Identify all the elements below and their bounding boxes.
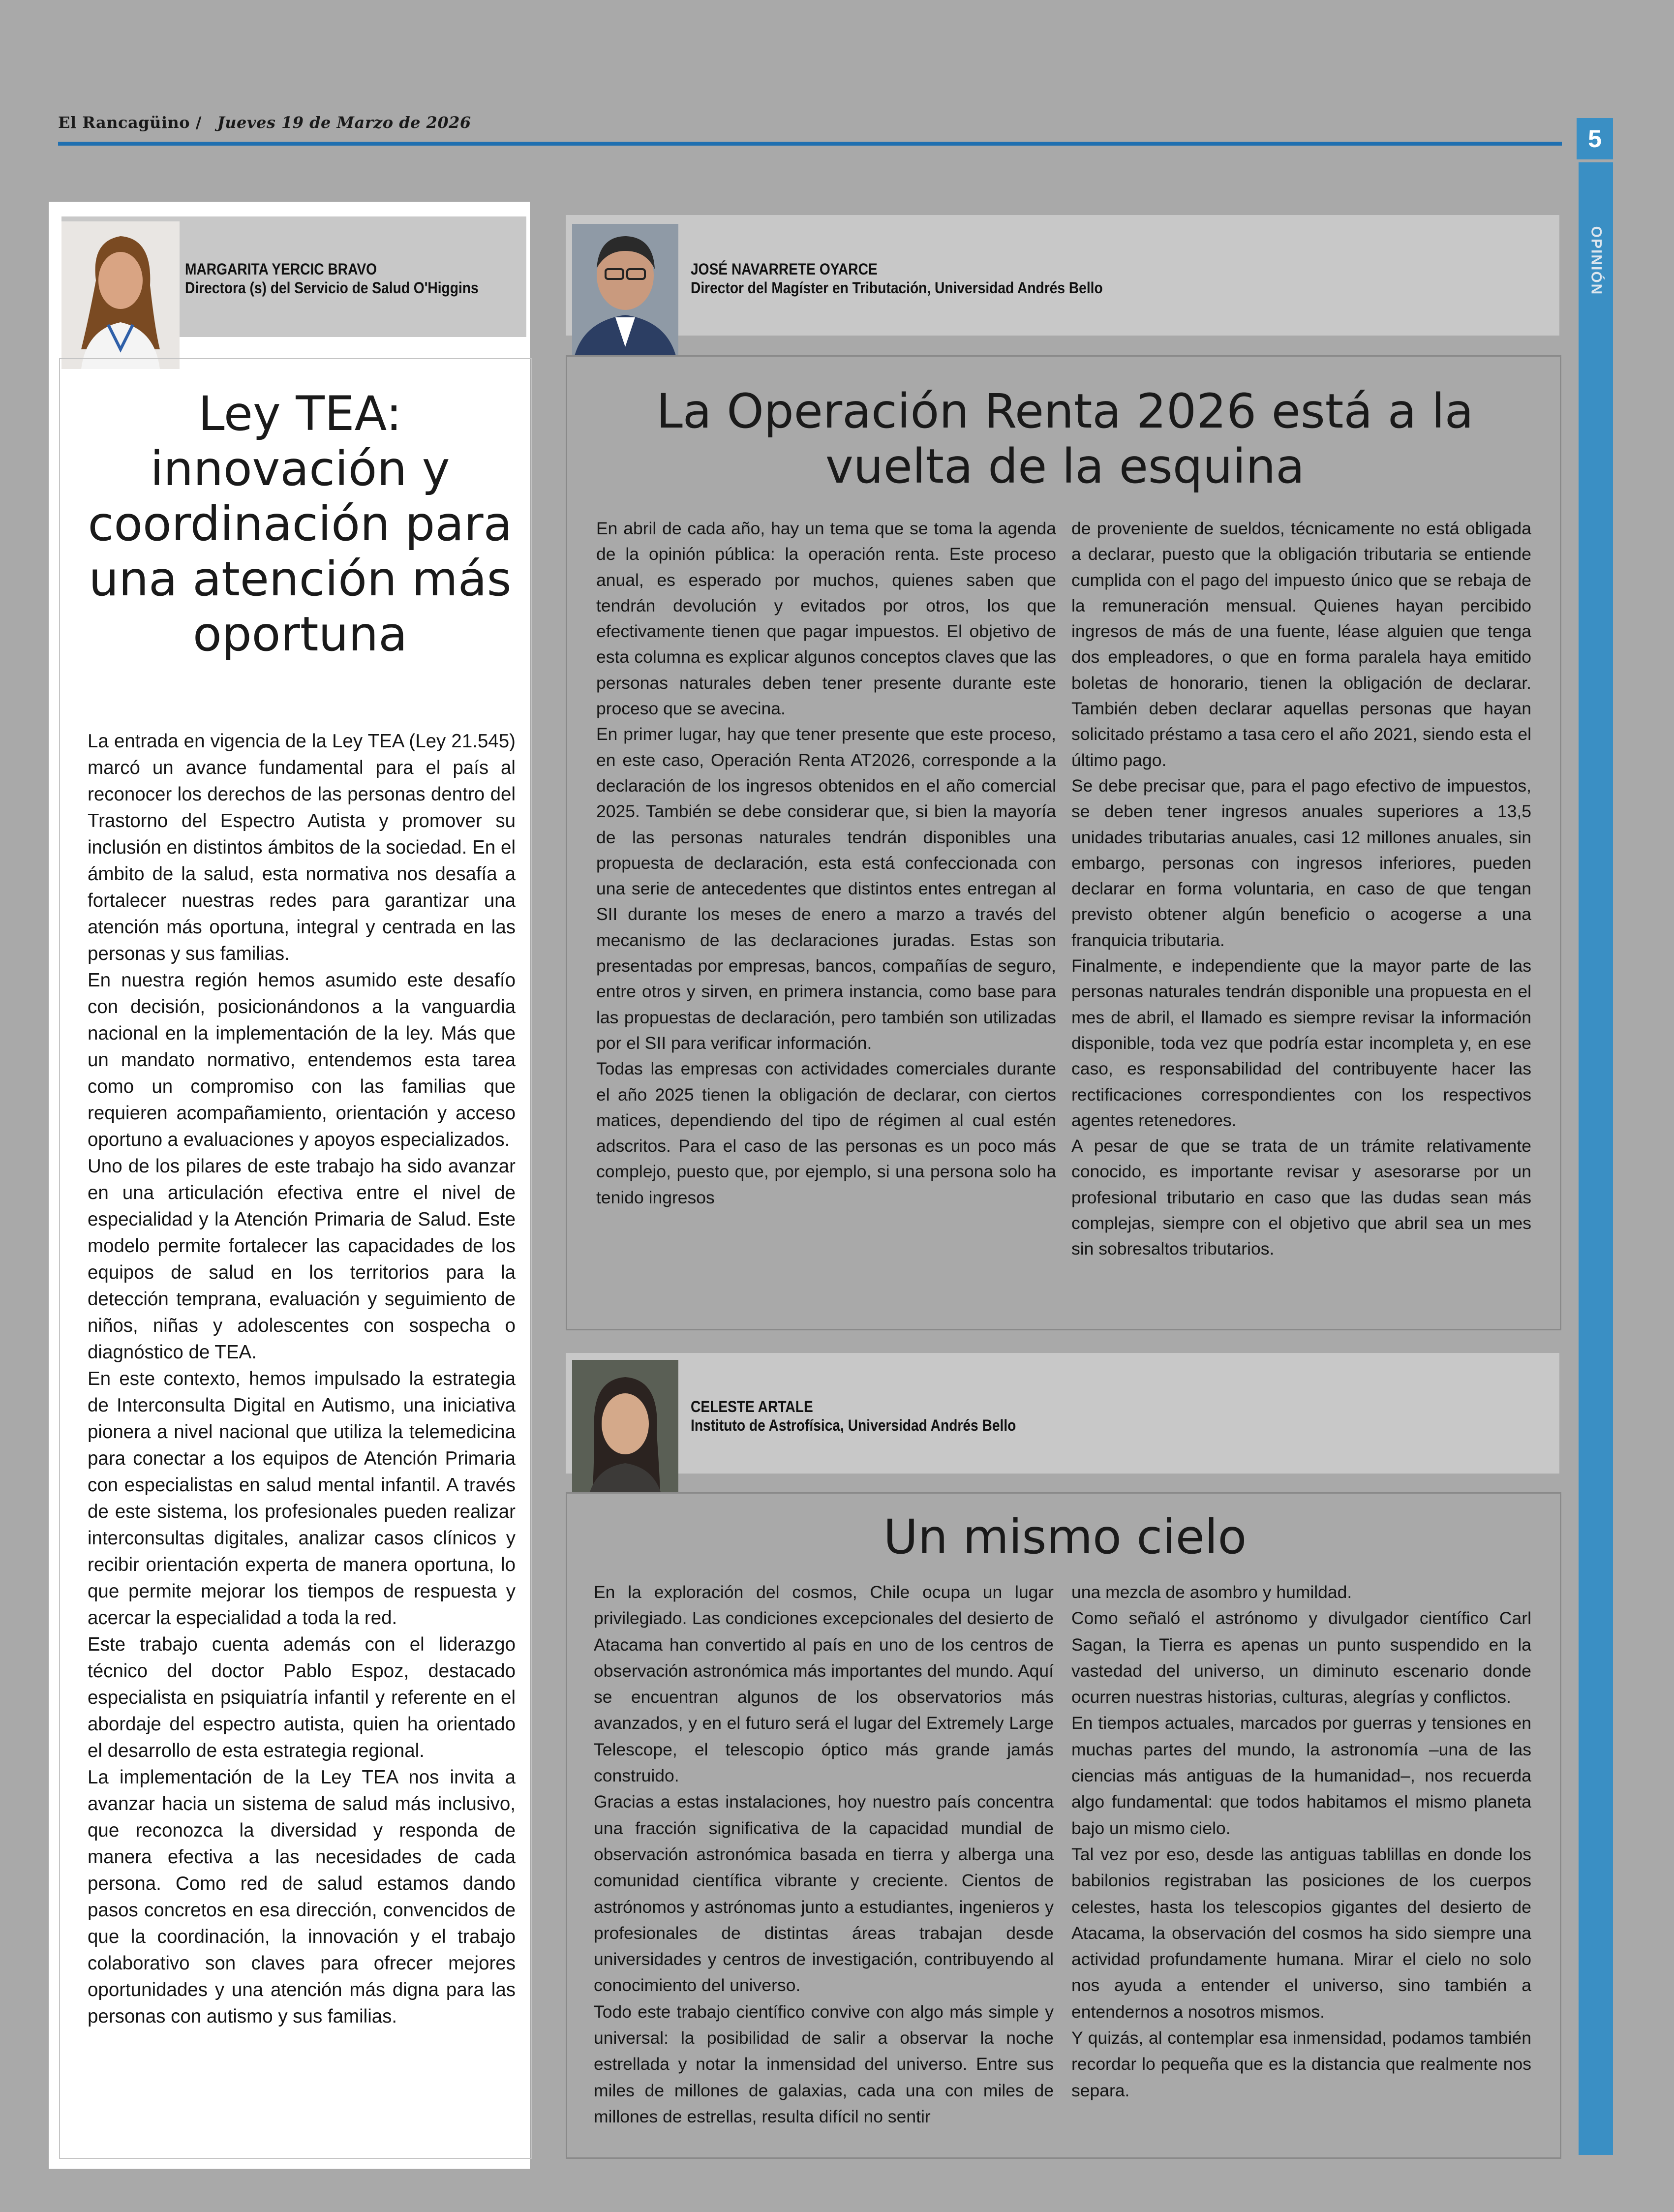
author-role-2: Director del Magíster en Tributación, Universidad Andrés Bello <box>691 279 1103 297</box>
paragraph: una mezcla de asombro y humildad. <box>1071 1582 1352 1602</box>
section-name: OPINIÓN <box>1588 226 1604 296</box>
paragraph: Finalmente, e independiente que la mayor parte de las personas naturales tendrán disponible una propuesta en el mes de abril, el llamado es siempre revisar la información disponible, toda vez que podría estar incompleta y, en ese caso, es responsabilidad del contribuyente hacer las rectificaciones correspondientes con los respectivos agentes retenedores. <box>1071 956 1531 1130</box>
author-name-1: MARGARITA YERCIC BRAVO <box>185 260 377 278</box>
section-label <box>1579 212 1613 310</box>
paragraph: En tiempos actuales, marcados por guerras y tensiones en muchas partes del mundo, la astronomía –una de las ciencias más antiguas de la humanidad–, nos recuerda algo fundamental: que todos habitamos el mismo planeta bajo un mismo cielo. <box>1071 1713 1531 1838</box>
paragraph: Se debe precisar que, para el pago efectivo de impuestos, se deben tener ingresos anuales superiores a 13,5 unidades tributarias anuales, casi 12 millones anuales, sin embargo, personas con ingresos inferiores, pueden declarar en forma voluntaria, en caso de que tengan previsto obtener algún beneficio o acogerse a una franquicia tributaria. <box>1071 775 1531 950</box>
article-title-1: Ley TEA: innovación y coordinación para una atención más oportuna <box>88 386 513 662</box>
paragraph: En primer lugar, hay que tener presente que este proceso, en este caso, Operación Renta AT2026, corresponde a la declaración de los ingresos obtenidos en el año comercial 2025. También se debe considerar que, si bien la mayoría de las personas naturales tendrán disponibles una propuesta de declaración, esta está confeccionada con una serie de antecedentes que distintos entes entregan al SII durante los meses de enero a marzo a través del mecanismo de las declaraciones juradas. Estas son presentadas por empresas, bancos, compañías de seguro, entre otros y sirven, en primera instancia, como base para las propuestas de declaración, pero también son utilizadas por el SII para verificar información. <box>596 724 1056 1053</box>
author-photo-1 <box>61 221 180 369</box>
paragraph: Uno de los pilares de este trabajo ha sido avanzar en una articulación efectiva entre el nivel de especialidad y la Atención Primaria de Salud. Este modelo permite fortalecer las capacidades de los equipos de salud en los territorios para la detección temprana, evaluación y seguimiento de niños, niñas y adolescentes con sospecha o diagnóstico de TEA. <box>88 1156 516 1363</box>
author-byline-3 <box>691 1397 1061 1435</box>
author-portrait-2 <box>572 224 678 369</box>
paragraph: A pesar de que se trata de un trámite relativamente conocido, es importante revisar y asesorarse por un profesional tributario en caso que las dudas sean más complejas, siempre con el objetivo que abril sea un mes sin sobresaltos tributarios. <box>1071 1136 1531 1259</box>
paragraph: Este trabajo cuenta además con el liderazgo técnico del doctor Pablo Espoz, destacado especialista en psiquiatría infantil y referente en el abordaje del espectro autista, quien ha orientado el desarrollo de esta estrategia regional. <box>88 1634 516 1761</box>
article-3-column-1 <box>594 1579 1054 2130</box>
issue-date: Jueves 19 de Marzo de 2026 <box>217 113 471 132</box>
article-title-3: Un mismo cielo <box>883 1509 1247 1565</box>
paragraph: En la exploración del cosmos, Chile ocupa un lugar privilegiado. Las condiciones excepcionales del desierto de Atacama han convertido al país en uno de los centros de observación astronómica más importantes del mundo. Aquí se encuentran algunos de los observatorios más avanzados, y en el futuro será el lugar del Extremely Large Telescope, el telescopio óptico más grande jamás construido. <box>594 1582 1054 1786</box>
paragraph: Gracias a estas instalaciones, hoy nuestro país concentra una fracción significativa de la capacidad mundial de observación astronómica basada en tierra y alberga una comunidad científica vibrante y creciente. Cientos de astrónomos y astrónomas junto a estudiantes, ingenieros y profesionales de distintas áreas trabajan desde universidades y centros de investigación, contribuyendo al conocimiento del universo. <box>594 1792 1054 1996</box>
page-number: 5 <box>1577 118 1613 159</box>
paragraph: Todas las empresas con actividades comerciales durante el año 2025 tienen la obligación de declarar, con ciertos matices, dependiendo del tipo de régimen al cual estén adscritos. Para el caso de las personas es un poco más complejo, puesto que, por ejemplo, si una persona solo ha tenido ingresos <box>596 1059 1056 1207</box>
paragraph: La entrada en vigencia de la Ley TEA (Ley 21.545) marcó un avance fundamental para el país al reconocer los derechos de las personas dentro del Trastorno del Espectro Autista y promover su inclusión en distintos ámbitos de la sociedad. En el ámbito de la salud, esta normativa nos desafía a fortalecer nuestras redes para garantizar una atención más oportuna, integral y centrada en las personas y sus familias. <box>88 731 516 964</box>
paragraph: La implementación de la Ley TEA nos invita a avanzar hacia un sistema de salud más inclusivo, que reconozca la diversidad y responda de manera efectiva a las necesidades de cada persona. Como red de salud estamos dando pasos concretos en esa dirección, convencidos de que la coordinación, la innovación y el trabajo colaborativo son claves para ofrecer mejores oportunidades y una atención más digna para las personas con autismo y sus familias. <box>88 1767 516 2027</box>
paragraph: En este contexto, hemos impulsado la estrategia de Interconsulta Digital en Autismo, una iniciativa pionera a nivel nacional que utiliza la telemedicina para conectar a los equipos de Atención Primaria con especialistas en salud mental infantil. A través de este sistema, los profesionales pueden realizar interconsultas digitales, analizar casos clínicos y recibir orientación experta de manera oportuna, lo que permite mejorar los tiempos de respuesta y acercar la especialidad a toda la red. <box>88 1368 516 1628</box>
author-name-2: JOSÉ NAVARRETE OYARCE <box>691 260 878 278</box>
article-title-2: La Operación Renta 2026 está a la vuelta de la esquina <box>656 384 1474 494</box>
masthead <box>58 113 471 132</box>
article-body-1 <box>88 728 516 2030</box>
article-2-column-1 <box>596 516 1056 1210</box>
paragraph: Todo este trabajo científico convive con algo más simple y universal: la posibilidad de salir a observar la noche estrellada y notar la inmensidad del universo. Entre sus miles de millones de galaxias, cada una con miles de millones de estrellas, resulta difícil no sentir <box>594 2001 1054 2126</box>
author-name-3: CELESTE ARTALE <box>691 1398 813 1415</box>
paragraph: En abril de cada año, hay un tema que se toma la agenda de la opinión pública: la operación renta. Este proceso anual, es esperado por muchos, quienes saben que tendrán devolución y evitados por otros, los que efectivamente tienen que pagar impuestos. El objetivo de esta columna es explicar algunos conceptos claves que las personas naturales deben tener presente durante este proceso que se avecina. <box>596 519 1056 719</box>
paragraph: En nuestra región hemos asumido este desafío con decisión, posicionándonos a la vanguardia nacional en la implementación de la ley. Más que un mandato normativo, entendemos esta tarea como un compromiso con las familias que requieren acompañamiento, orientación y acceso oportuno a evaluaciones y apoyos especializados. <box>88 970 516 1150</box>
author-portrait-1 <box>61 221 180 369</box>
paragraph: Tal vez por eso, desde las antiguas tablillas en donde los babilonios registraban las posiciones de los cuerpos celestes, hasta los telescopios gigantes del desierto de Atacama, la observación del cosmos ha sido siempre una actividad profundamente humana. Mirar el cielo no solo nos ayuda a entender el universo, sino también a entendernos a nosotros mismos. <box>1071 1844 1531 2022</box>
header-rule <box>58 142 1562 146</box>
author-photo-3 <box>572 1360 678 1505</box>
author-role-3: Instituto de Astrofísica, Universidad Andrés Bello <box>691 1416 1016 1435</box>
article-3-column-2 <box>1071 1579 1531 2104</box>
article-2-column-2 <box>1071 516 1531 1262</box>
paragraph: de proveniente de sueldos, técnicamente no está obligada a declarar, puesto que la obligación tributaria se entiende cumplida con el pago del impuesto único que se rebaja de la remuneración mensual. Quienes hayan percibido ingresos de más de una fuente, léase alguien que tenga dos empleadores, o que en forma paralela haya emitido boletas de honorario, tienen la obligación de declarar. También deben declarar aquellas personas que hayan solicitado préstamo a tasa cero el año 2021, siendo esta el último pago. <box>1071 519 1531 770</box>
author-role-1: Directora (s) del Servicio de Salud O'Higgins <box>185 279 479 297</box>
paragraph: Y quizás, al contemplar esa inmensidad, podamos también recordar lo pequeña que es la distancia que realmente nos separa. <box>1071 2028 1531 2100</box>
author-photo-2 <box>572 224 678 369</box>
paragraph: Como señaló el astrónomo y divulgador científico Carl Sagan, la Tierra es apenas un punto suspendido en la vastedad del universo, un diminuto escenario donde ocurren nuestras historias, culturas, alegrías y conflictos. <box>1071 1608 1531 1707</box>
author-byline-2 <box>691 260 1159 298</box>
author-byline-1 <box>185 260 518 298</box>
publication-name: El Rancagüino / <box>58 113 202 132</box>
section-strip <box>1579 162 1613 2155</box>
author-portrait-3 <box>572 1360 678 1505</box>
